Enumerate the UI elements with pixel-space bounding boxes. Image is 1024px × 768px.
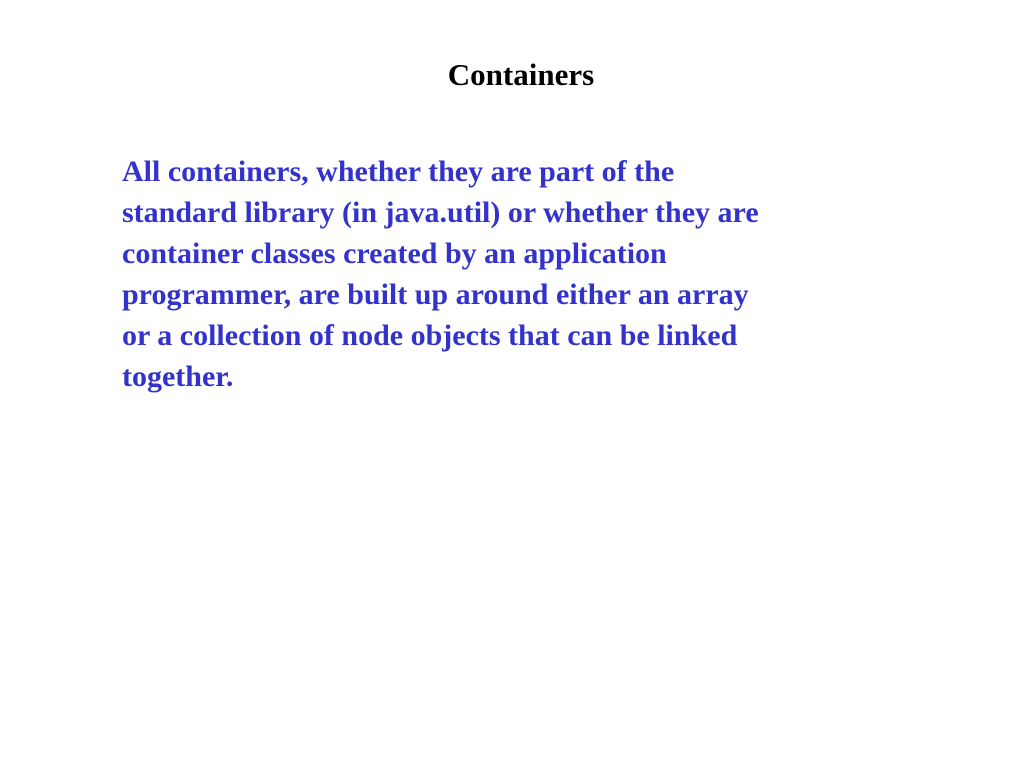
body-line: All containers, whether they are part of the [122, 155, 675, 188]
body-line: container classes created by an application [122, 237, 667, 270]
body-line: standard library (in java.util) or whether they are [122, 196, 759, 229]
body-line: or a collection of node objects that can be linked [122, 319, 738, 352]
body-line: together. [122, 360, 234, 393]
body-line: programmer, are built up around either an array [122, 278, 749, 311]
slide-body [122, 151, 862, 397]
slide-title: Containers [447, 57, 595, 92]
